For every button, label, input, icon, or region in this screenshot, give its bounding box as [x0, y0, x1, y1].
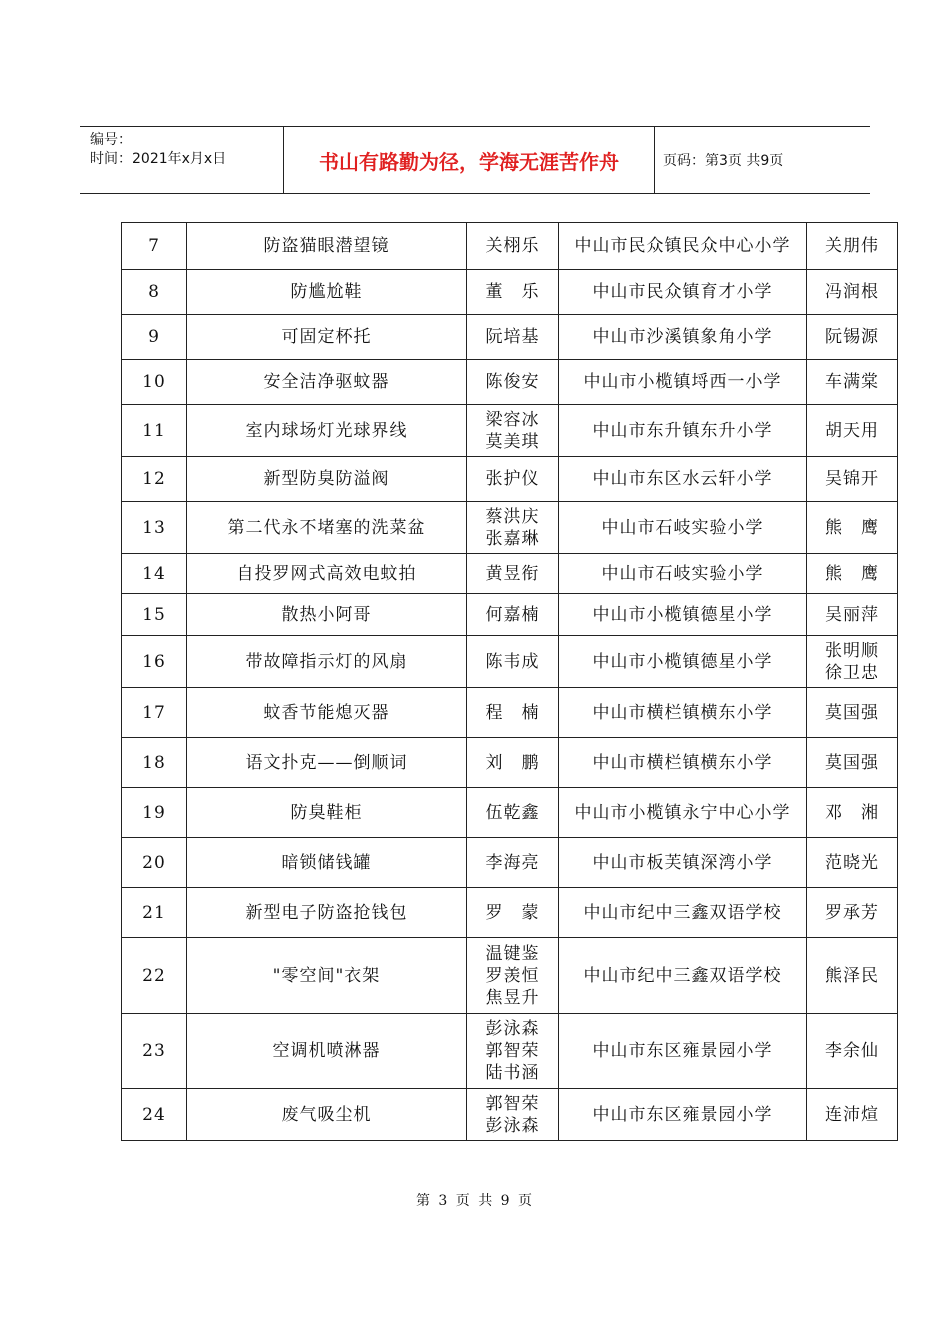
student-names-line: 陈韦成	[485, 651, 540, 672]
project-title: 防尴尬鞋	[187, 270, 467, 315]
school-name: 中山市小榄镇埒西一小学	[559, 360, 807, 405]
header-page-info: 页码：第3页 共9页	[663, 153, 784, 169]
row-number: 13	[122, 502, 187, 554]
table-row	[122, 688, 898, 738]
row-number: 7	[122, 223, 187, 270]
row-number: 12	[122, 457, 187, 502]
student-names-line: 关栩乐	[485, 236, 540, 256]
student-names-line: 刘 鹏	[485, 752, 540, 773]
project-title: 带故障指示灯的风扇	[187, 636, 467, 688]
school-name: 中山市东区雍景园小学	[559, 1089, 807, 1141]
row-number: 19	[122, 788, 187, 838]
student-names-line: 蔡洪庆	[485, 506, 540, 527]
project-title: 新型防臭防溢阀	[187, 457, 467, 502]
table-row	[122, 1014, 898, 1089]
teacher-names	[807, 688, 898, 738]
award-table-body	[122, 223, 898, 1141]
teacher-names-line: 徐卫忠	[825, 662, 879, 683]
student-names	[467, 270, 559, 315]
teacher-names-line: 张明顺	[825, 640, 879, 661]
table-row	[122, 457, 898, 502]
student-names-line: 莫美琪	[485, 431, 540, 452]
teacher-names-line: 关朋伟	[825, 236, 879, 256]
teacher-names-line: 邓 湘	[825, 802, 879, 823]
teacher-names-line: 吴丽萍	[825, 604, 879, 625]
teacher-names-line: 莫国强	[825, 702, 879, 723]
header-motto: 书山有路勤为径，学海无涯苦作舟	[283, 127, 655, 193]
student-names-line: 郭智荣	[485, 1093, 540, 1114]
student-names-line: 焦昱升	[485, 987, 540, 1008]
table-row	[122, 938, 898, 1014]
teacher-names	[807, 788, 898, 838]
project-title: 安全洁净驱蚊器	[187, 360, 467, 405]
student-names-line: 黄昱衔	[485, 563, 540, 584]
project-title: 可固定杯托	[187, 315, 467, 360]
student-names-line: 李海亮	[485, 852, 540, 873]
student-names	[467, 594, 559, 636]
student-names	[467, 788, 559, 838]
student-names	[467, 738, 559, 788]
project-title: 蚊香节能熄灭器	[187, 688, 467, 738]
row-number: 20	[122, 838, 187, 888]
student-names-line: 张嘉琳	[485, 528, 540, 549]
row-number: 9	[122, 315, 187, 360]
teacher-names	[807, 888, 898, 938]
student-names	[467, 223, 559, 270]
row-number: 24	[122, 1089, 187, 1141]
table-row	[122, 315, 898, 360]
school-name: 中山市东升镇东升小学	[559, 405, 807, 457]
student-names	[467, 938, 559, 1014]
school-name: 中山市板芙镇深湾小学	[559, 838, 807, 888]
teacher-names-line: 车满棠	[825, 372, 879, 392]
school-name: 中山市纪中三鑫双语学校	[559, 938, 807, 1014]
student-names-line: 彭泳森	[485, 1019, 540, 1039]
project-title: 防臭鞋柜	[187, 788, 467, 838]
row-number: 23	[122, 1014, 187, 1089]
teacher-names	[807, 270, 898, 315]
school-name: 中山市小榄镇永宁中心小学	[559, 788, 807, 838]
table-row	[122, 788, 898, 838]
student-names	[467, 457, 559, 502]
school-name: 中山市沙溪镇象角小学	[559, 315, 807, 360]
school-name: 中山市横栏镇横东小学	[559, 688, 807, 738]
project-title: 防盗猫眼潜望镜	[187, 223, 467, 270]
table-row	[122, 405, 898, 457]
table-row	[122, 554, 898, 594]
teacher-names	[807, 938, 898, 1014]
table-row	[122, 594, 898, 636]
table-row	[122, 270, 898, 315]
student-names-line: 彭泳森	[485, 1115, 540, 1136]
student-names	[467, 636, 559, 688]
teacher-names	[807, 405, 898, 457]
award-table	[121, 222, 898, 1141]
row-number: 18	[122, 738, 187, 788]
table-row	[122, 738, 898, 788]
teacher-names-line: 连沛煊	[825, 1104, 879, 1125]
student-names	[467, 838, 559, 888]
teacher-names	[807, 223, 898, 270]
page-footer: 第 3 页 共 9 页	[415, 1193, 535, 1209]
table-row	[122, 223, 898, 270]
teacher-names-line: 熊 鹰	[825, 517, 879, 538]
teacher-names-line: 范晓光	[825, 852, 879, 873]
teacher-names-line: 李余仙	[825, 1041, 879, 1061]
student-names-line: 董 乐	[485, 282, 540, 302]
student-names	[467, 554, 559, 594]
row-number: 22	[122, 938, 187, 1014]
row-number: 16	[122, 636, 187, 688]
school-name: 中山市小榄镇德星小学	[559, 594, 807, 636]
teacher-names-line: 吴锦开	[825, 469, 879, 489]
row-number: 17	[122, 688, 187, 738]
page-header	[80, 126, 870, 194]
project-title: 自投罗网式高效电蚊拍	[187, 554, 467, 594]
student-names	[467, 1089, 559, 1141]
table-row	[122, 1089, 898, 1141]
teacher-names-line: 罗承芳	[825, 902, 879, 923]
teacher-names-line: 阮锡源	[825, 327, 879, 347]
student-names	[467, 315, 559, 360]
school-name: 中山市民众镇育才小学	[559, 270, 807, 315]
teacher-names	[807, 315, 898, 360]
project-title: 空调机喷淋器	[187, 1014, 467, 1089]
row-number: 14	[122, 554, 187, 594]
teacher-names	[807, 457, 898, 502]
table-row	[122, 502, 898, 554]
teacher-names	[807, 1014, 898, 1089]
project-title: "零空间"衣架	[187, 938, 467, 1014]
student-names-line: 郭智荣	[485, 1041, 540, 1061]
project-title: 第二代永不堵塞的洗菜盆	[187, 502, 467, 554]
school-name: 中山市小榄镇德星小学	[559, 636, 807, 688]
teacher-names	[807, 360, 898, 405]
row-number: 21	[122, 888, 187, 938]
student-names-line: 阮培基	[485, 327, 540, 347]
row-number: 8	[122, 270, 187, 315]
school-name: 中山市横栏镇横东小学	[559, 738, 807, 788]
project-title: 散热小阿哥	[187, 594, 467, 636]
table-row	[122, 838, 898, 888]
teacher-names	[807, 594, 898, 636]
row-number: 10	[122, 360, 187, 405]
row-number: 11	[122, 405, 187, 457]
table-row	[122, 360, 898, 405]
student-names-line: 程 楠	[485, 702, 540, 723]
teacher-names	[807, 636, 898, 688]
project-title: 语文扑克——倒顺词	[187, 738, 467, 788]
student-names-line: 何嘉楠	[485, 604, 540, 625]
teacher-names	[807, 738, 898, 788]
student-names-line: 梁容冰	[485, 409, 540, 430]
time-label: 时间：2021年x月x日	[90, 151, 227, 167]
project-title: 暗锁储钱罐	[187, 838, 467, 888]
student-names	[467, 502, 559, 554]
student-names-line: 张护仪	[485, 469, 540, 489]
student-names-line: 陆书涵	[485, 1063, 540, 1083]
teacher-names	[807, 502, 898, 554]
serial-label: 编号：	[90, 132, 132, 148]
teacher-names	[807, 1089, 898, 1141]
teacher-names-line: 熊 鹰	[825, 563, 879, 584]
school-name: 中山市东区雍景园小学	[559, 1014, 807, 1089]
teacher-names-line: 冯润根	[825, 282, 879, 302]
school-name: 中山市纪中三鑫双语学校	[559, 888, 807, 938]
teacher-names-line: 熊泽民	[825, 965, 879, 986]
teacher-names	[807, 554, 898, 594]
teacher-names	[807, 838, 898, 888]
school-name: 中山市石岐实验小学	[559, 502, 807, 554]
table-row	[122, 888, 898, 938]
row-number: 15	[122, 594, 187, 636]
header-meta	[80, 127, 283, 193]
project-title: 新型电子防盗抢钱包	[187, 888, 467, 938]
teacher-names-line: 莫国强	[825, 752, 879, 773]
school-name: 中山市东区水云轩小学	[559, 457, 807, 502]
student-names	[467, 1014, 559, 1089]
student-names-line: 陈俊安	[485, 372, 540, 392]
student-names	[467, 405, 559, 457]
project-title: 室内球场灯光球界线	[187, 405, 467, 457]
student-names-line: 罗 蒙	[485, 902, 540, 923]
project-title: 废气吸尘机	[187, 1089, 467, 1141]
teacher-names-line: 胡天用	[825, 420, 879, 441]
student-names-line: 伍乾鑫	[485, 802, 540, 823]
student-names	[467, 360, 559, 405]
table-row	[122, 636, 898, 688]
school-name: 中山市石岐实验小学	[559, 554, 807, 594]
student-names-line: 温键鉴	[485, 943, 540, 964]
student-names	[467, 888, 559, 938]
school-name: 中山市民众镇民众中心小学	[559, 223, 807, 270]
student-names	[467, 688, 559, 738]
student-names-line: 罗羡恒	[485, 965, 540, 986]
